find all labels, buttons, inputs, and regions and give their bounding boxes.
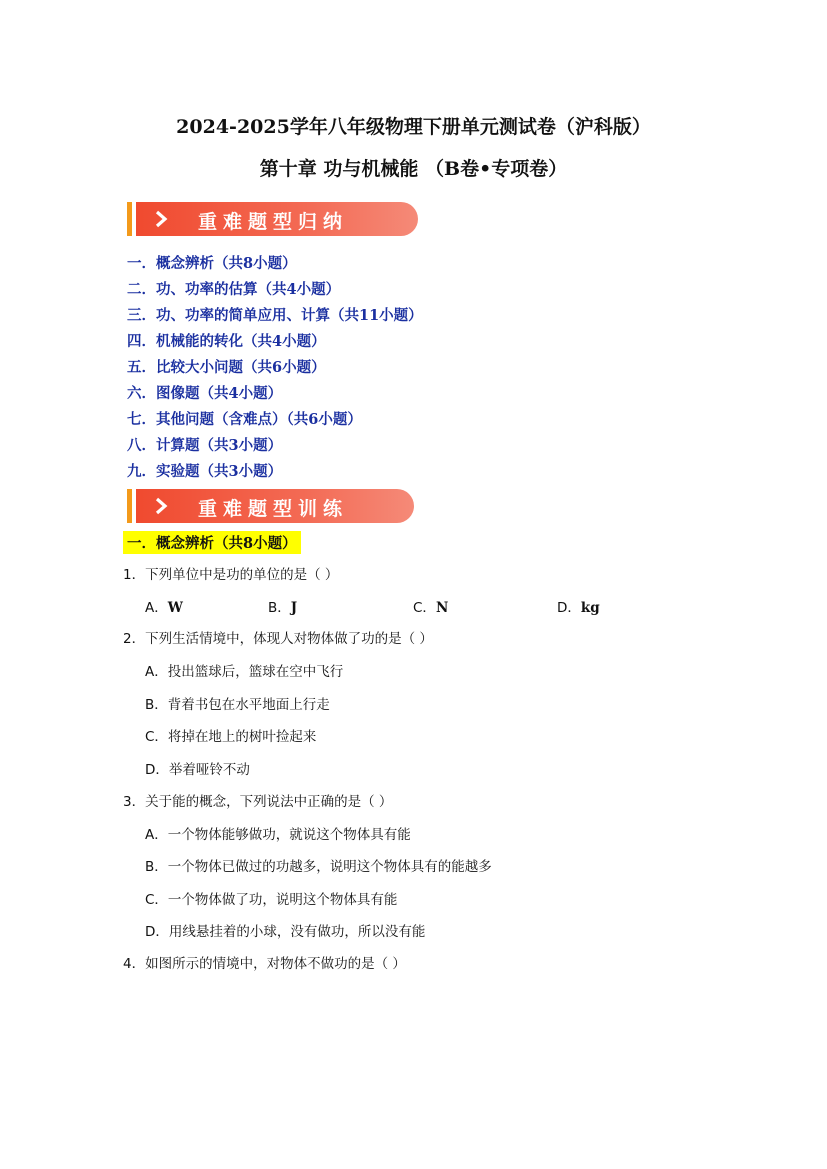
topic-list	[127, 254, 423, 488]
option-letter: D．	[557, 600, 581, 616]
option-value: N	[435, 600, 449, 616]
question-3-option-b[interactable]: B．一个物体已做过的功越多，说明这个物体具有的能越多	[145, 859, 492, 875]
banner-pill	[136, 489, 414, 523]
option-value: W	[167, 600, 183, 616]
option-letter: B．	[268, 600, 291, 616]
banner-label: 重难题型训练	[198, 498, 349, 520]
banner-accent-bar	[127, 489, 132, 523]
question-1-option-c[interactable]	[413, 596, 448, 616]
question-4-stem: 4．如图所示的情境中，对物体不做功的是（ ）	[123, 956, 406, 972]
page-subtitle: 第十章 功与机械能 （B卷•专项卷）	[259, 158, 568, 180]
question-1-option-a[interactable]	[145, 596, 183, 616]
chevron-right-icon	[154, 209, 168, 229]
topic-item[interactable]: 二．功、功率的估算（共4小题）	[127, 281, 341, 298]
question-2-stem: 2．下列生活情境中，体现人对物体做了功的是（ ）	[123, 631, 433, 647]
question-3-stem: 3．关于能的概念，下列说法中正确的是（ ）	[123, 794, 393, 810]
question-2-option-c[interactable]: C．将掉在地上的树叶捡起来	[145, 729, 317, 745]
option-letter: A．	[145, 600, 168, 616]
question-3-option-d[interactable]: D．用线悬挂着的小球，没有做功，所以没有能	[145, 924, 426, 940]
topic-item[interactable]: 五．比较大小问题（共6小题）	[127, 359, 326, 376]
option-letter: C．	[413, 600, 436, 616]
banner-pill	[136, 202, 418, 236]
topic-item[interactable]: 一．概念辨析（共8小题）	[127, 255, 297, 272]
question-2-option-d[interactable]: D．举着哑铃不动	[145, 762, 250, 778]
question-1-option-d[interactable]	[557, 596, 600, 616]
topic-item[interactable]: 三．功、功率的简单应用、计算（共11小题）	[127, 307, 423, 324]
option-value: kg	[580, 600, 600, 616]
question-3-option-c[interactable]: C．一个物体做了功，说明这个物体具有能	[145, 892, 398, 908]
section-heading-highlighted: 一．概念辨析（共8小题）	[123, 531, 301, 554]
topic-item[interactable]: 四．机械能的转化（共4小题）	[127, 333, 326, 350]
topic-item[interactable]: 八．计算题（共3小题）	[127, 437, 283, 454]
topic-item[interactable]: 七．其他问题（含难点）（共6小题）	[127, 411, 362, 428]
question-1-stem: 1．下列单位中是功的单位的是（ ）	[123, 567, 339, 583]
topic-item[interactable]: 六．图像题（共4小题）	[127, 385, 283, 402]
question-2-option-a[interactable]: A．投出篮球后，篮球在空中飞行	[145, 664, 344, 680]
banner-accent-bar	[127, 202, 132, 236]
question-1-option-b[interactable]	[268, 596, 297, 616]
chevron-right-icon	[154, 496, 168, 516]
question-2-option-b[interactable]: B．背着书包在水平地面上行走	[145, 697, 330, 713]
topic-item[interactable]: 九．实验题（共3小题）	[127, 463, 283, 480]
question-3-option-a[interactable]: A．一个物体能够做功，就说这个物体具有能	[145, 827, 411, 843]
banner-label: 重难题型归纳	[198, 211, 349, 233]
page-title: 2024-2025学年八年级物理下册单元测试卷（沪科版）	[176, 116, 651, 138]
option-value: J	[290, 600, 298, 616]
